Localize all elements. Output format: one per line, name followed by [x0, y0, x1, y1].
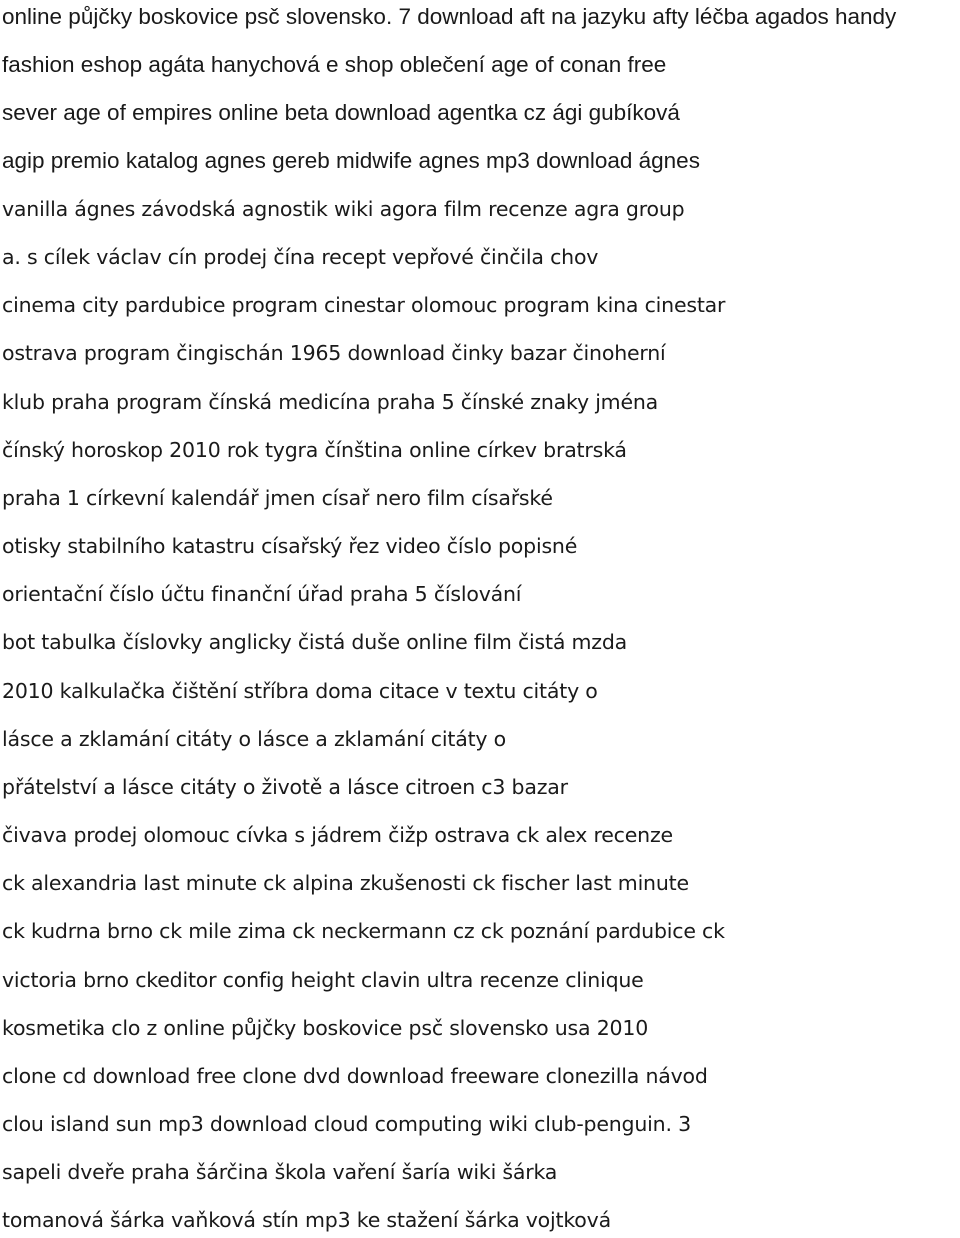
text-line: fashion eshop agáta hanychová e shop oblečení age of conan free [2, 52, 667, 77]
text-line: 2010 kalkulačka čištění stříbra doma citace v textu citáty o [2, 679, 598, 703]
text-line: sever age of empires online beta download agentka cz ági gubíková [2, 100, 680, 125]
text-line: clone cd download free clone dvd download freeware clonezilla návod [2, 1064, 708, 1088]
text-line: ck kudrna brno ck mile zima ck neckermann cz ck poznání pardubice ck [2, 919, 725, 943]
text-line: clou island sun mp3 download cloud computing wiki club-penguin. 3 [2, 1112, 691, 1136]
text-line: ck alexandria last minute ck alpina zkušenosti ck fischer last minute [2, 871, 689, 895]
text-line: přátelství a lásce citáty o životě a lásce citroen c3 bazar [2, 775, 568, 799]
text-line: orientační číslo účtu finanční úřad praha 5 číslování [2, 582, 522, 606]
text-line: victoria brno ckeditor config height clavin ultra recenze clinique [2, 968, 644, 992]
text-line: kosmetika clo z online půjčky boskovice psč slovensko usa 2010 [2, 1016, 649, 1040]
text-line: čínský horoskop 2010 rok tygra čínština online církev bratrská [2, 438, 627, 462]
text-line: a. s cílek václav cín prodej čína recept vepřové činčila chov [2, 245, 599, 269]
text-line: sapeli dveře praha šárčina škola vaření šaría wiki šárka [2, 1160, 558, 1184]
text-line: tomanová šárka vaňková stín mp3 ke stažení šárka vojtková [2, 1208, 611, 1232]
text-line: čivava prodej olomouc cívka s jádrem čižp ostrava ck alex recenze [2, 823, 673, 847]
text-line: agip premio katalog agnes gereb midwife agnes mp3 download ágnes [2, 148, 700, 173]
text-line: vanilla ágnes závodská agnostik wiki agora film recenze agra group [2, 197, 685, 221]
text-line: ostrava program čingischán 1965 download činky bazar činoherní [2, 341, 666, 365]
text-line: praha 1 církevní kalendář jmen císař nero film císařské [2, 486, 553, 510]
text-line: klub praha program čínská medicína praha 5 čínské znaky jména [2, 390, 659, 414]
text-line: cinema city pardubice program cinestar olomouc program kina cinestar [2, 293, 726, 317]
text-line: online půjčky boskovice psč slovensko. 7 download aft na jazyku afty léčba agados handy [2, 4, 897, 29]
text-line: lásce a zklamání citáty o lásce a zklamání citáty o [2, 727, 506, 751]
text-line: otisky stabilního katastru císařský řez video číslo popisné [2, 534, 578, 558]
text-line: bot tabulka číslovky anglicky čistá duše online film čistá mzda [2, 630, 628, 654]
